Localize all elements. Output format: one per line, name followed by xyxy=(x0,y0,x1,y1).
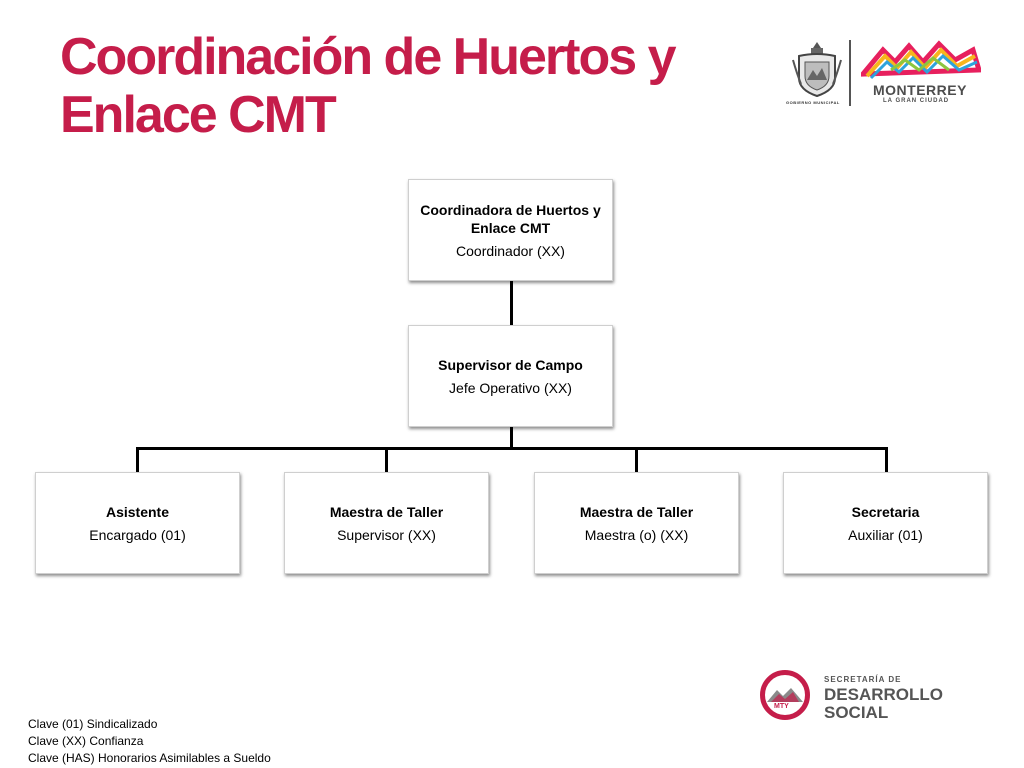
page-title xyxy=(60,28,675,144)
sds-prefix: SECRETARÍA DE xyxy=(824,675,902,684)
connector-top-to-middle xyxy=(510,281,513,325)
connector-middle-down xyxy=(510,427,513,449)
sds-line-2: SOCIAL xyxy=(824,703,889,722)
org-node-coordinadora xyxy=(408,179,613,281)
sds-mountain-icon xyxy=(765,684,805,704)
header-logos xyxy=(783,38,983,110)
org-node-asistente xyxy=(35,472,240,574)
sds-badge-text: MTY xyxy=(774,703,789,710)
monterrey-wordmark: MONTERREY xyxy=(873,82,967,98)
org-node-maestra-de-taller-supervisor xyxy=(284,472,489,574)
org-node-maestra-de-taller-maestra xyxy=(534,472,739,574)
page-title-line-2: Enlace CMT xyxy=(60,86,335,144)
node-role: Jefe Operativo (XX) xyxy=(449,379,572,396)
node-name: Maestra de Taller xyxy=(579,503,694,520)
legend-item: Clave (01) Sindicalizado xyxy=(28,717,158,731)
municipal-seal-icon xyxy=(791,40,843,98)
org-node-supervisor-de-campo xyxy=(408,325,613,427)
connector-drop-4 xyxy=(885,447,888,472)
legend-item: Clave (XX) Confianza xyxy=(28,734,144,748)
node-name: Secretaria xyxy=(851,503,920,520)
node-name: Coordinadora de Huertos y Enlace CMT xyxy=(420,201,601,236)
monterrey-tagline: LA GRAN CIUDAD xyxy=(883,98,950,104)
node-role: Encargado (01) xyxy=(89,526,186,543)
node-role: Supervisor (XX) xyxy=(337,526,436,543)
connector-drop-3 xyxy=(635,447,638,472)
logo-divider xyxy=(849,40,851,106)
connector-drop-2 xyxy=(385,447,388,472)
node-name: Asistente xyxy=(105,503,170,520)
org-node-secretaria xyxy=(783,472,988,574)
node-role: Coordinador (XX) xyxy=(456,242,565,259)
node-role: Maestra (o) (XX) xyxy=(584,526,689,543)
connector-horizontal-bus xyxy=(136,447,888,450)
monterrey-mountains-icon xyxy=(861,40,981,80)
legend xyxy=(28,716,271,767)
desarrollo-social-logo xyxy=(760,670,960,730)
sds-line-1: DESARROLLO xyxy=(824,685,943,704)
page-title-line-1: Coordinación de Huertos y xyxy=(60,28,675,86)
node-name: Maestra de Taller xyxy=(329,503,444,520)
node-role: Auxiliar (01) xyxy=(848,526,923,543)
node-name: Supervisor de Campo xyxy=(438,356,583,373)
legend-item: Clave (HAS) Honorarios Asimilables a Sueldo xyxy=(28,751,271,765)
connector-drop-1 xyxy=(136,447,139,472)
seal-caption: GOBIERNO MUNICIPAL xyxy=(786,100,840,105)
